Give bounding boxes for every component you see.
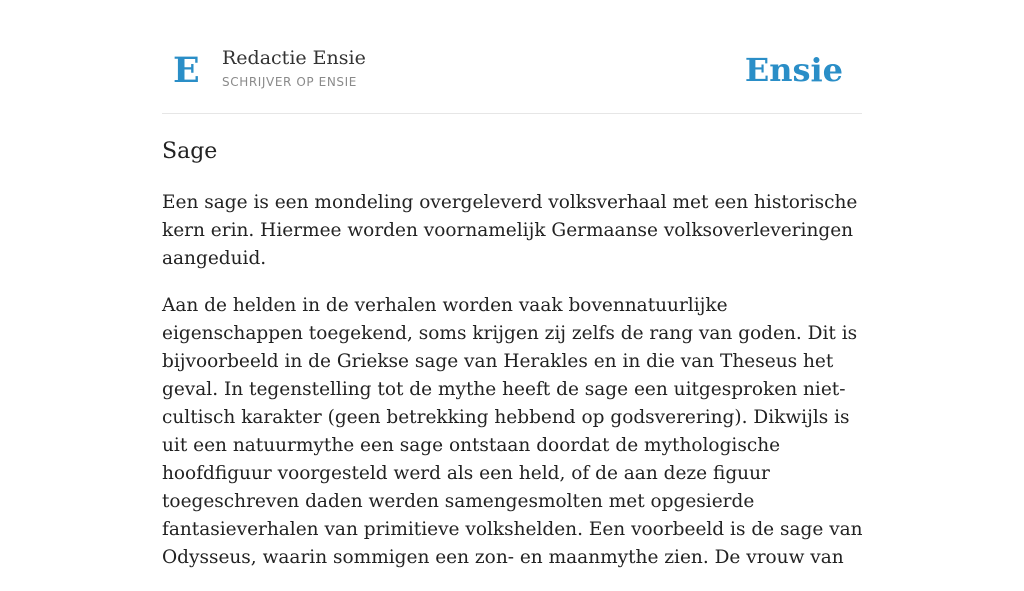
article-title: Sage: [162, 139, 218, 164]
article-paragraph: Aan de helden in de verhalen worden vaak bovennatuurlijke eigenschappen toegekend, soms krijgen zij zelfs de rang van goden. Dit is bijvoorbeeld in de Griekse sage van Herakles en in die van Theseus het geval. In tegenstelling tot de mythe heeft de sage een uitgesproken niet-cultisch karakter (geen betrekking hebbend op godsverering). Dikwijls is uit een natuurmythe een sage ontstaan doordat de mythologische hoofdfiguur voorgesteld werd als een held, of de aan deze figuur toegeschreven daden werden samengesmolten met opgesierde fantasieverhalen van primitieve volkshelden. Een voorbeeld is de sage van Odysseus, waarin sommigen een zon- en maanmythe zien. De vrouw van: [162, 295, 863, 568]
author-name[interactable]: Redactie Ensie: [222, 47, 366, 69]
author-header: [162, 36, 862, 114]
author-avatar[interactable]: E: [173, 50, 200, 91]
brand-logo[interactable]: Ensie: [744, 51, 843, 89]
article-paragraph: Een sage is een mondeling overgeleverd volksverhaal met een historische kern erin. Hiermee worden voornamelijk Germaanse volksoverleveringen aangeduid.: [162, 192, 858, 269]
article-body: [162, 189, 864, 591]
author-role: SCHRIJVER OP ENSIE: [222, 75, 357, 89]
